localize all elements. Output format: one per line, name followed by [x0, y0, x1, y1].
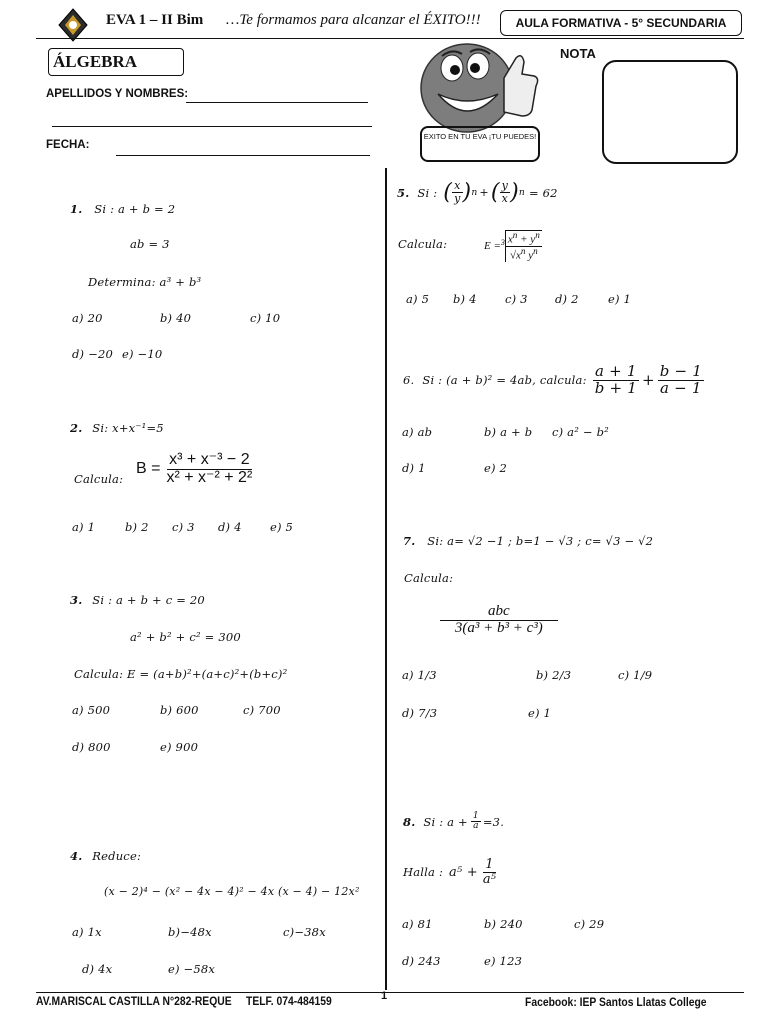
q4-number: 4. [70, 849, 83, 863]
page-number: 1 [381, 990, 388, 1002]
slogan: …Te formamos para alcanzar el ÉXITO!!! [226, 12, 481, 28]
q4-option-e[interactable]: e) −58x [168, 962, 216, 976]
q4-option-d[interactable]: d) 4x [82, 962, 113, 976]
q2-option-e[interactable]: e) 5 [270, 520, 294, 534]
q5-base-expression: ( $\frac{x}{y}$ ) n + ( $\frac{y}{x}$ ) n [443, 179, 525, 205]
q1-task: Determina: a³ + b³ [88, 275, 202, 289]
q6-cond: Si : (a + b)² = 4ab, calcula: [422, 373, 587, 388]
names-line-2[interactable] [52, 126, 372, 127]
q8-option-a[interactable]: a) 81 [402, 917, 433, 931]
q7-numerator: abc [440, 604, 558, 621]
date-line[interactable] [116, 155, 370, 156]
q2-formula [136, 452, 254, 487]
exam-title: EVA 1 – II Bim [106, 12, 204, 28]
q6-frac1-num: a + 1 [595, 362, 637, 380]
q4-option-a[interactable]: a) 1x [72, 925, 102, 939]
footer-phone: TELF. 074-484159 [246, 996, 332, 1008]
q2-option-d[interactable]: d) 4 [218, 520, 242, 534]
q2-cond: Si: x+x⁻¹=5 [92, 421, 164, 435]
aula-badge: AULA FORMATIVA - 5° SECUNDARIA [500, 10, 742, 36]
q4-condition [70, 849, 141, 863]
q2-denominator: x² + x⁻² + 2² [166, 468, 253, 486]
header-rule [36, 38, 744, 39]
q8-halla-base: a⁵ + [449, 864, 478, 880]
q2-calc-label: Calcula: [74, 472, 124, 486]
footer-address: AV.MARISCAL CASTILLA N°282-REQUE [36, 996, 232, 1008]
q8-cond-tail: =3. [482, 814, 505, 829]
q4-option-c[interactable]: c)−38x [283, 925, 326, 939]
q6-option-e[interactable]: e) 2 [484, 461, 508, 475]
q4-expression: (x − 2)⁴ − (x² − 4x − 4)² − 4x (x − 4) − 12x² [104, 885, 360, 898]
q2-b-eq: B = [136, 460, 161, 478]
q5-option-b[interactable]: b) 4 [453, 292, 477, 306]
q5-cond: Si : [417, 185, 438, 200]
q3-option-d[interactable]: d) 800 [72, 740, 111, 754]
q6-frac2-den: a − 1 [660, 378, 702, 397]
q3-option-c[interactable]: c) 700 [243, 703, 281, 717]
q8-cond-den: a [473, 821, 479, 832]
q5-option-a[interactable]: a) 5 [406, 292, 430, 306]
q1-cond2: ab = 3 [130, 237, 170, 251]
q1-condition [70, 202, 175, 216]
q8-option-e[interactable]: e) 123 [484, 954, 523, 968]
q3-option-b[interactable]: b) 600 [160, 703, 199, 717]
q2-numerator: x³ + x⁻³ − 2 [169, 451, 250, 468]
q5-option-c[interactable]: c) 3 [505, 292, 528, 306]
q8-option-b[interactable]: b) 240 [484, 917, 523, 931]
q8-cond: Si : a + [423, 814, 468, 829]
names-label: APELLIDOS Y NOMBRES: [46, 88, 189, 100]
q4-cond: Reduce: [92, 849, 142, 863]
q8-condition [403, 812, 504, 832]
q1-number: 1. [70, 202, 83, 216]
q8-option-d[interactable]: d) 243 [402, 954, 441, 968]
school-logo [58, 8, 88, 42]
q7-option-e[interactable]: e) 1 [528, 706, 552, 720]
q7-denominator: 3(a³ + b³ + c³) [454, 619, 543, 636]
q2-option-b[interactable]: b) 2 [125, 520, 149, 534]
q6-option-b[interactable]: b) a + b [484, 425, 533, 439]
q8-number: 8. [403, 814, 416, 829]
q6-option-a[interactable]: a) ab [402, 425, 433, 439]
q7-calc-label: Calcula: [404, 571, 454, 585]
q2-option-a[interactable]: a) 1 [72, 520, 96, 534]
date-label: FECHA: [46, 139, 90, 151]
q7-option-b[interactable]: b) 2/3 [536, 668, 572, 682]
q5-calc-label: Calcula: [398, 237, 448, 251]
q8-cond-num: 1 [472, 811, 479, 821]
q3-cond1: Si : a + b + c = 20 [92, 593, 205, 607]
nota-box[interactable] [602, 60, 738, 164]
q2-condition [70, 421, 164, 435]
q7-option-a[interactable]: a) 1/3 [402, 668, 437, 682]
q8-halla-den: a⁵ [482, 871, 497, 887]
q5-e-eq: E = [484, 240, 501, 253]
footer-rule [36, 992, 744, 993]
q3-option-a[interactable]: a) 500 [72, 703, 111, 717]
q3-number: 3. [70, 593, 83, 607]
nota-label: NOTA [560, 46, 596, 61]
q7-formula [440, 604, 558, 637]
footer-facebook: Facebook: IEP Santos Llatas College [525, 997, 707, 1009]
q5-eq-tail: = 62 [528, 185, 558, 200]
q1-cond1: Si : a + b = 2 [94, 202, 176, 216]
q7-option-c[interactable]: c) 1/9 [618, 668, 653, 682]
q3-condition [70, 593, 205, 607]
q1-option-c[interactable]: c) 10 [250, 311, 281, 325]
column-divider [385, 168, 387, 990]
q5-e-formula: E = 3 $\frac{x^n + y^n}{√x^n y^n}$ [484, 230, 540, 262]
q6-option-d[interactable]: d) 1 [402, 461, 426, 475]
names-line[interactable] [186, 102, 368, 103]
q8-halla-num: 1 [485, 857, 494, 872]
mascot-thumbs-up-icon [412, 38, 542, 134]
q6-condition [403, 364, 704, 397]
speech-bubble: EXITO EN TU EVA ¡TU PUEDES! [420, 126, 540, 162]
q7-number: 7. [403, 534, 416, 548]
q3-option-e[interactable]: e) 900 [160, 740, 199, 754]
q5-number: 5. [397, 185, 410, 200]
q1-option-a[interactable]: a) 20 [72, 311, 103, 325]
q8-halla [403, 858, 498, 886]
q6-number: 6. [403, 373, 415, 388]
q6-frac2-num: b − 1 [659, 362, 702, 380]
q8-halla-label: Halla : [403, 865, 444, 880]
q1-option-e[interactable]: e) −10 [122, 347, 163, 361]
q1-option-d[interactable]: d) −20 [72, 347, 113, 361]
q7-condition [403, 534, 653, 548]
subject-title: ÁLGEBRA [48, 48, 184, 76]
q3-calc: Calcula: E = (a+b)²+(a+c)²+(b+c)² [74, 667, 288, 681]
q8-option-c[interactable]: c) 29 [574, 917, 605, 931]
q7-cond: Si: a= √2 −1 ; b=1 − √3 ; c= √3 − √2 [427, 534, 654, 548]
q1-option-b[interactable]: b) 40 [160, 311, 192, 325]
q4-option-b[interactable]: b)−48x [168, 925, 212, 939]
q6-option-c[interactable]: c) a² − b² [552, 425, 609, 439]
q2-number: 2. [70, 421, 83, 435]
q3-cond2: a² + b² + c² = 300 [130, 630, 241, 644]
q6-frac1-den: b + 1 [594, 378, 637, 397]
q2-option-c[interactable]: c) 3 [172, 520, 195, 534]
q5-option-e[interactable]: e) 1 [608, 292, 632, 306]
q7-option-d[interactable]: d) 7/3 [402, 706, 438, 720]
q5-condition [397, 180, 558, 205]
q5-option-d[interactable]: d) 2 [555, 292, 579, 306]
q6-plus: + [641, 371, 655, 390]
